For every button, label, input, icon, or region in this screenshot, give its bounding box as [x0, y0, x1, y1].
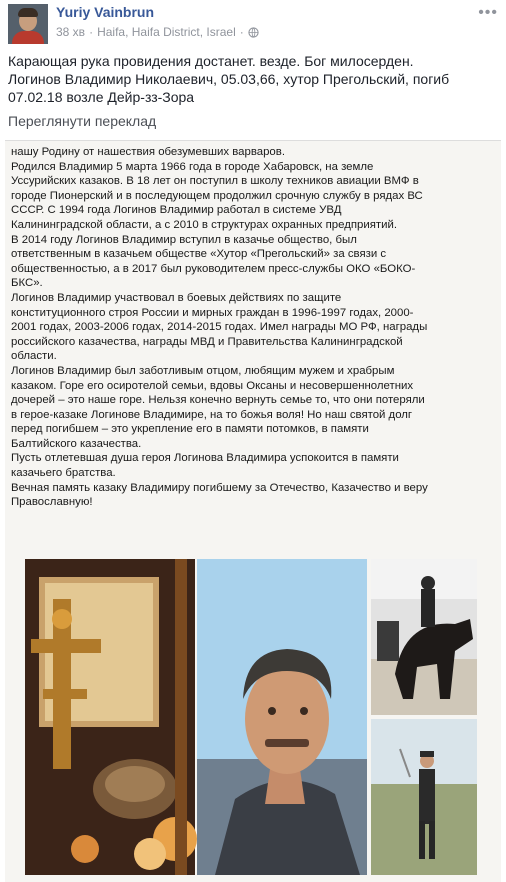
article-line: Уссурийских казаков. В 18 лет он поступил в школу техников авиации ВМФ в	[11, 175, 419, 188]
article-line: Пусть отлетевшая душа героя Логинова Владимира успокоится в памяти	[11, 452, 399, 465]
article-line: Калининградской области, а с 2010 в структурах охранных предприятий.	[11, 218, 398, 231]
avatar[interactable]	[8, 4, 48, 44]
article-line: городе Пионерский и в последующем продолжил срочную службу в рядах ВС	[11, 189, 423, 202]
article-line: области.	[11, 350, 57, 363]
article-line: дочерей – это наше горе. Нельзя конечно вернуть семье то, что они потеряли	[11, 394, 425, 407]
post-time[interactable]: 38 хв	[56, 25, 86, 39]
see-translation-link[interactable]: Переглянути переклад	[8, 113, 157, 129]
post-location[interactable]: Haifa, Haifa District, Israel	[97, 25, 236, 39]
more-options-icon[interactable]: •••	[478, 4, 498, 21]
article-line: СССР. С 1994 года Логинов Владимир работал в системе УВД	[11, 204, 342, 217]
article-line: казаком. Горе его осиротелой семьи, вдовы Оксаны и несовершеннолетних	[11, 379, 414, 392]
article-line: Логинов Владимир участвовал в боевых действиях по защите	[11, 291, 342, 304]
post-text-line: Логинов Владимир Николаевич, 05.03,66, хутор Прегольский, погиб	[8, 71, 450, 87]
author-name[interactable]: Yuriy Vainbrun	[56, 4, 155, 20]
article-line: в герое-казаке Логинове Владимире, на то божья воля! Но наш святой долг	[11, 408, 413, 421]
article-line: нашу Родину от нашествия обезумевших варваров.	[11, 146, 285, 158]
post-meta	[56, 25, 259, 39]
article-line: казачьего братства.	[11, 467, 116, 480]
article-line: 2001 годах, 2003-2006 годах, 2014-2015 годах. Имел награды МО РФ, награды	[11, 321, 428, 334]
meta-separator: ·	[239, 25, 244, 39]
article-text	[11, 145, 495, 510]
article-line: Православную!	[11, 496, 93, 509]
article-line: Логинов Владимир был заботливым отцом, любящим мужем и храбрым	[11, 364, 395, 377]
article-line: Вечная память казаку Владимиру погибшему за Отечество, Казачество и веру	[11, 481, 428, 494]
article-line: В 2014 году Логинов Владимир вступил в казачье общество, был	[11, 233, 357, 246]
post-text	[8, 52, 498, 106]
post-photo[interactable]	[5, 140, 501, 882]
article-line: российского казачества, награды МВД и Правительства Калининградской	[11, 335, 403, 348]
article-line: Балтийского казачества.	[11, 437, 142, 450]
article-line: конституционного строя России и мирных граждан в 1996-1997 годах, 2000-	[11, 306, 414, 319]
post-text-line: Карающая рука провидения достанет. везде. Бог милосерден.	[8, 53, 414, 69]
article-line: перед погибшем – это укрепление его в памяти потомков, в памяти	[11, 423, 369, 436]
article-line: ответственным в казачьем обществе «Хутор «Прегольский» за связи с	[11, 248, 387, 261]
post-text-line: 07.02.18 возле Дейр-зз-Зора	[8, 89, 195, 105]
meta-separator: ·	[89, 25, 94, 39]
globe-icon[interactable]	[248, 27, 259, 38]
post-header	[8, 4, 498, 44]
article-line: БКС».	[11, 277, 43, 290]
article-line: Родился Владимир 5 марта 1966 года в городе Хабаровск, на земле	[11, 160, 374, 173]
article-line: общественностью, а в 2017 был руководителем пресс-службы ОКО «БОКО-	[11, 262, 416, 275]
memorial-collage-image	[25, 559, 477, 875]
